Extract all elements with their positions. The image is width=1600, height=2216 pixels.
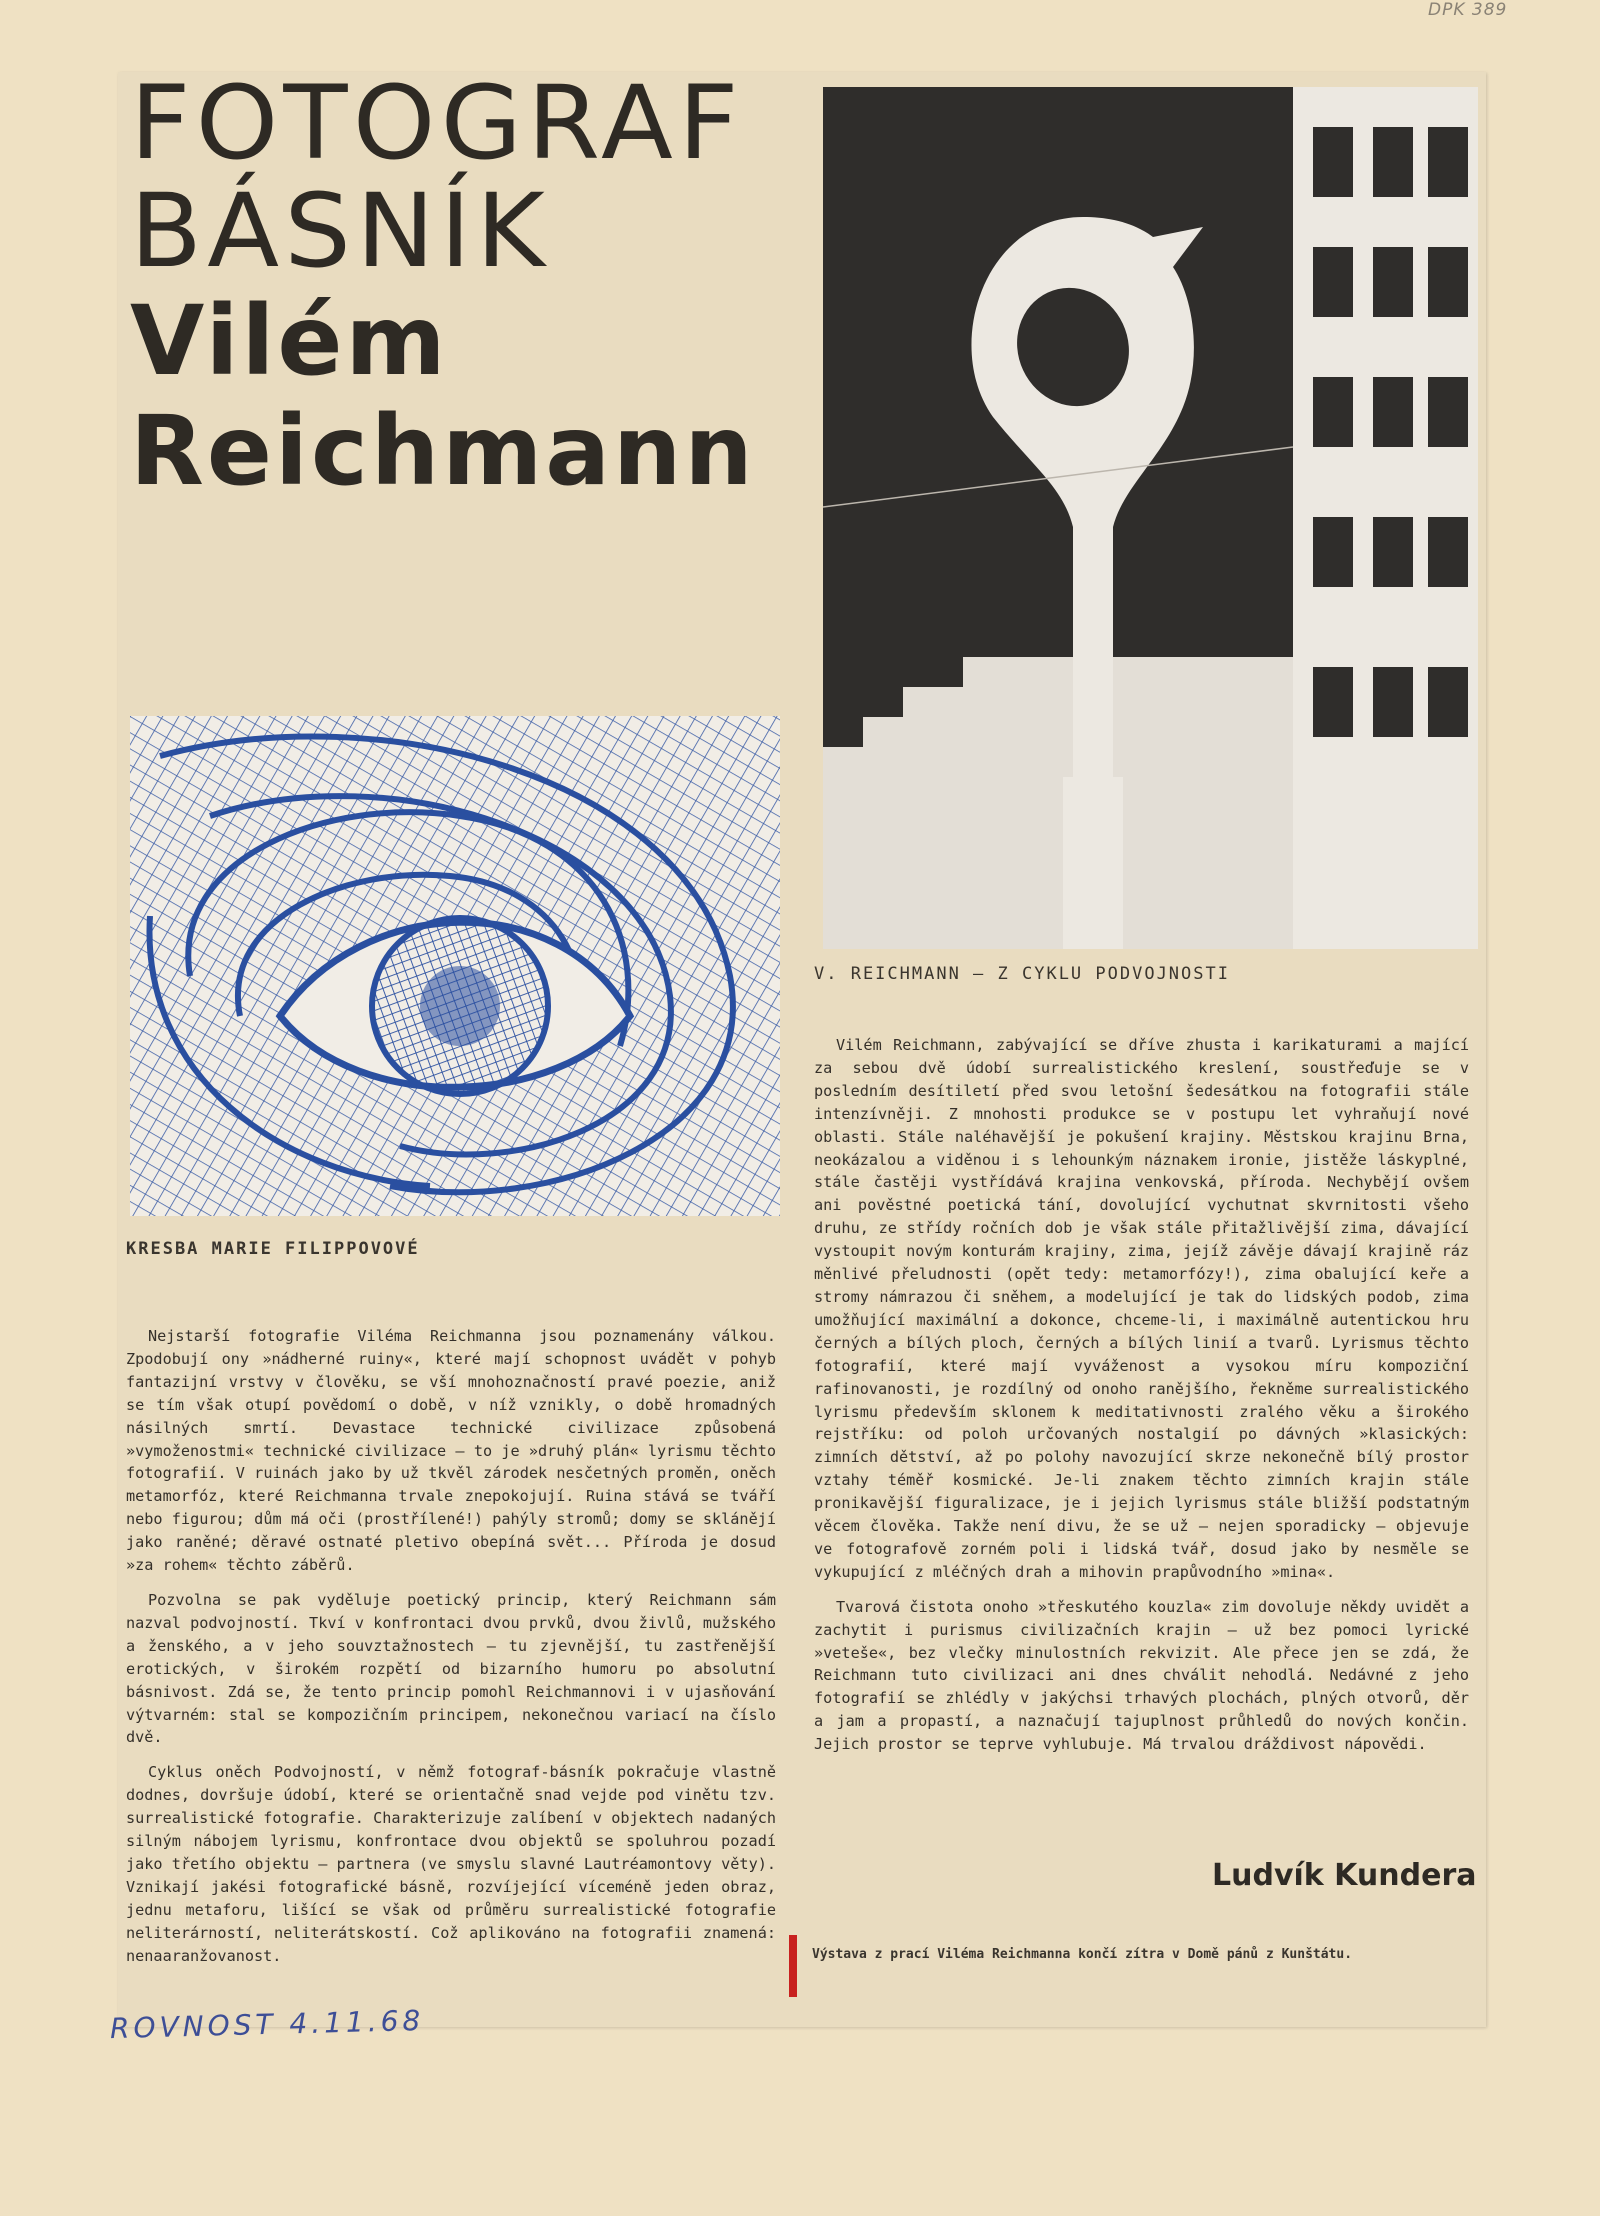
paragraph: Nejstarší fotografie Viléma Reichmanna jsou poznamenány válkou. Zpodobují ony »nádherné ruiny«, které mají schopnost uvádět v pohyb fantazijní vrstvy v člověku, se vší mnohoznačností pravé poezie, aniž se tím však otupí povědomí o době, v níž vznikly, o době hromadných násilných smrtí. Devastace technické civilizace způsobená »vymoženostmi« technické civilizace — to je »druhý plán« lyrismu těchto fotografií. V ruinách jako by už tkvěl zárodek nesčetných proměn, oněch metamorfóz, které Reichmanna trvale znepokojují. Ruina stává se tváří nebo figurou; dům má oči (prostřílené!) pahýly stromů; domy se sklánějí jako raněné; děravé ostnaté pletivo obepíná svět... Příroda je dosud »za rohem« těchto záběrů.: [126, 1327, 776, 1575]
headline-line-1: FOTOGRAF: [130, 64, 744, 183]
photo-caption: V. REICHMANN — Z CYKLU PODVOJNOSTI: [814, 964, 1230, 984]
headline-line-3: Vilém: [130, 285, 449, 397]
paragraph: Cyklus oněch Podvojností, v němž fotograf-básník pokračuje vlastně dodnes, dovršuje údobí, které se orientačně snad vejde pod vinětu tzv. surrealistické fotografie. Charakterizuje zalíbení v objektech nadaných silným nábojem lyrismu, konfrontace dvou objektů se spoluhrou pozadí jako třetího objektu — partnera (ve smyslu slavné Lautréamontovy věty). Vznikají jakési fotografické básně, rozvíjející víceméně jeden obraz, jednu metaforu, lišící se však od průměru surrealistické fotografie neliterárností, neliterátskostí. Což aplikováno na fotografii znamená: nenaaranžovanost.: [126, 1763, 776, 1965]
handwritten-source-note: ROVNOST 4.11.68: [109, 2003, 425, 2046]
right-column: [814, 1034, 1469, 1768]
drawing-caption: KRESBA MARIE FILIPPOVOVÉ: [126, 1239, 420, 1259]
paragraph: Tvarová čistota onoho »třeskutého kouzla« zim dovoluje někdy uvidět a zachytit i purismus civilizačních krajin — už bez pomoci lyrické »veteše«, bez vlečky minulostních rekvizit. Ale přece jen se zdá, že Reichmann tuto civilizaci ani dnes chválit nehodlá. Nedávné z jeho fotografií se zhlédly v jakýchsi trhavých plochách, plných otvorů, děr a jam a propastí, a naznačují tajuplnost průhledů do nových končin. Jejich prostor se teprve vyhlubuje. Má trvalou dráždivost nápovědi.: [814, 1597, 1469, 1754]
paragraph: Vilém Reichmann, zabývající se dříve zhusta i karikaturami a mající za sebou dvě údobí surrealistického kreslení, soustřeďuje se v posledním desítiletí před svou letošní šedesátkou na fotografii stále intenzívněji. Z mnohosti produkce se v postupu let vyhraňují nové oblasti. Stále naléhavější je pokušení krajiny. Městskou krajinu Brna, neokázalou a viděnou i s lehounkým náznakem ironie, jistěže láskyplné, stále častěji vystřídává krajina venkovská, příroda. Nechybějí ovšem ani pověstné poetická tání, dovolující vychutnat skvrnitosti všeho druhu, ze střídy ročních dob je však stále přitažlivější zima, dávající vystoupit novým konturám krajiny, zima, jejíž závěje dávají krajině ráz měnlivé přeludnosti (opět tedy: metamorfózy!), zima obalující keře a stromy námrazou či sněhem, a modelující je tak do lidských podob, zima umožňující maximální a dokonce, chceme-li, i maximálně autentickou hru černých a bílých ploch, černých a bílých linií a tvarů. Lyrismus těchto fotografií, které mají vyváženost a vysokou míru kompoziční rafinovanosti, je rozdílný od onoho ranějšího, řekněme surrealistického lyrismu především sklonem k meditativnosti zralého věku a širokého rejstříku: od poloh určovaných nostalgií po dávných »klasických: zimních dětství, až po polohy navozující skrze nekonečně bílý prostor vztahy téměř kosmické. Je-li znakem těchto zimních krajin stále pronikavější figuralizace, je i jejich lyrismus stále bližší podstatným věcem člověka. Takže není divu, že se už — nejen sporadicky — objevuje ve fotografově zorném poli i lidská tvář, dosud jako by nesměle se vykupující z mléčných drah a mihovin prapůvodního »mina«.: [814, 1036, 1469, 1581]
archive-mark: DPK 389: [1428, 0, 1508, 20]
headline-line-4: Reichmann: [130, 395, 756, 507]
headline-line-2: BÁSNÍK: [130, 172, 551, 291]
paragraph: Pozvolna se pak vyděluje poetický princip, který Reichmann sám nazval podvojností. Tkví v konfrontaci dvou prvků, dvou živlů, mužského a ženského, a v jeho souvztažnostech — tu zjevnější, tu zastřenější erotických, v širokém rozpětí od bizarního humoru po absolutní básnivost. Zdá se, že tento princip pomohl Reichmannovi i v ujasňování výtvarném: stal se kompozičním principem, nekonečnou variací na číslo dvě.: [126, 1590, 776, 1747]
author-signature: Ludvík Kundera: [1212, 1858, 1477, 1893]
exhibition-note: Výstava z prací Viléma Reichmanna končí zítra v Domě pánů z Kunštátu.: [812, 1947, 1353, 1962]
left-column: [126, 1325, 776, 1979]
eye-drawing: [130, 716, 780, 1216]
photograph: [823, 87, 1478, 949]
red-marker: [789, 1935, 797, 1997]
headline: [130, 64, 756, 507]
